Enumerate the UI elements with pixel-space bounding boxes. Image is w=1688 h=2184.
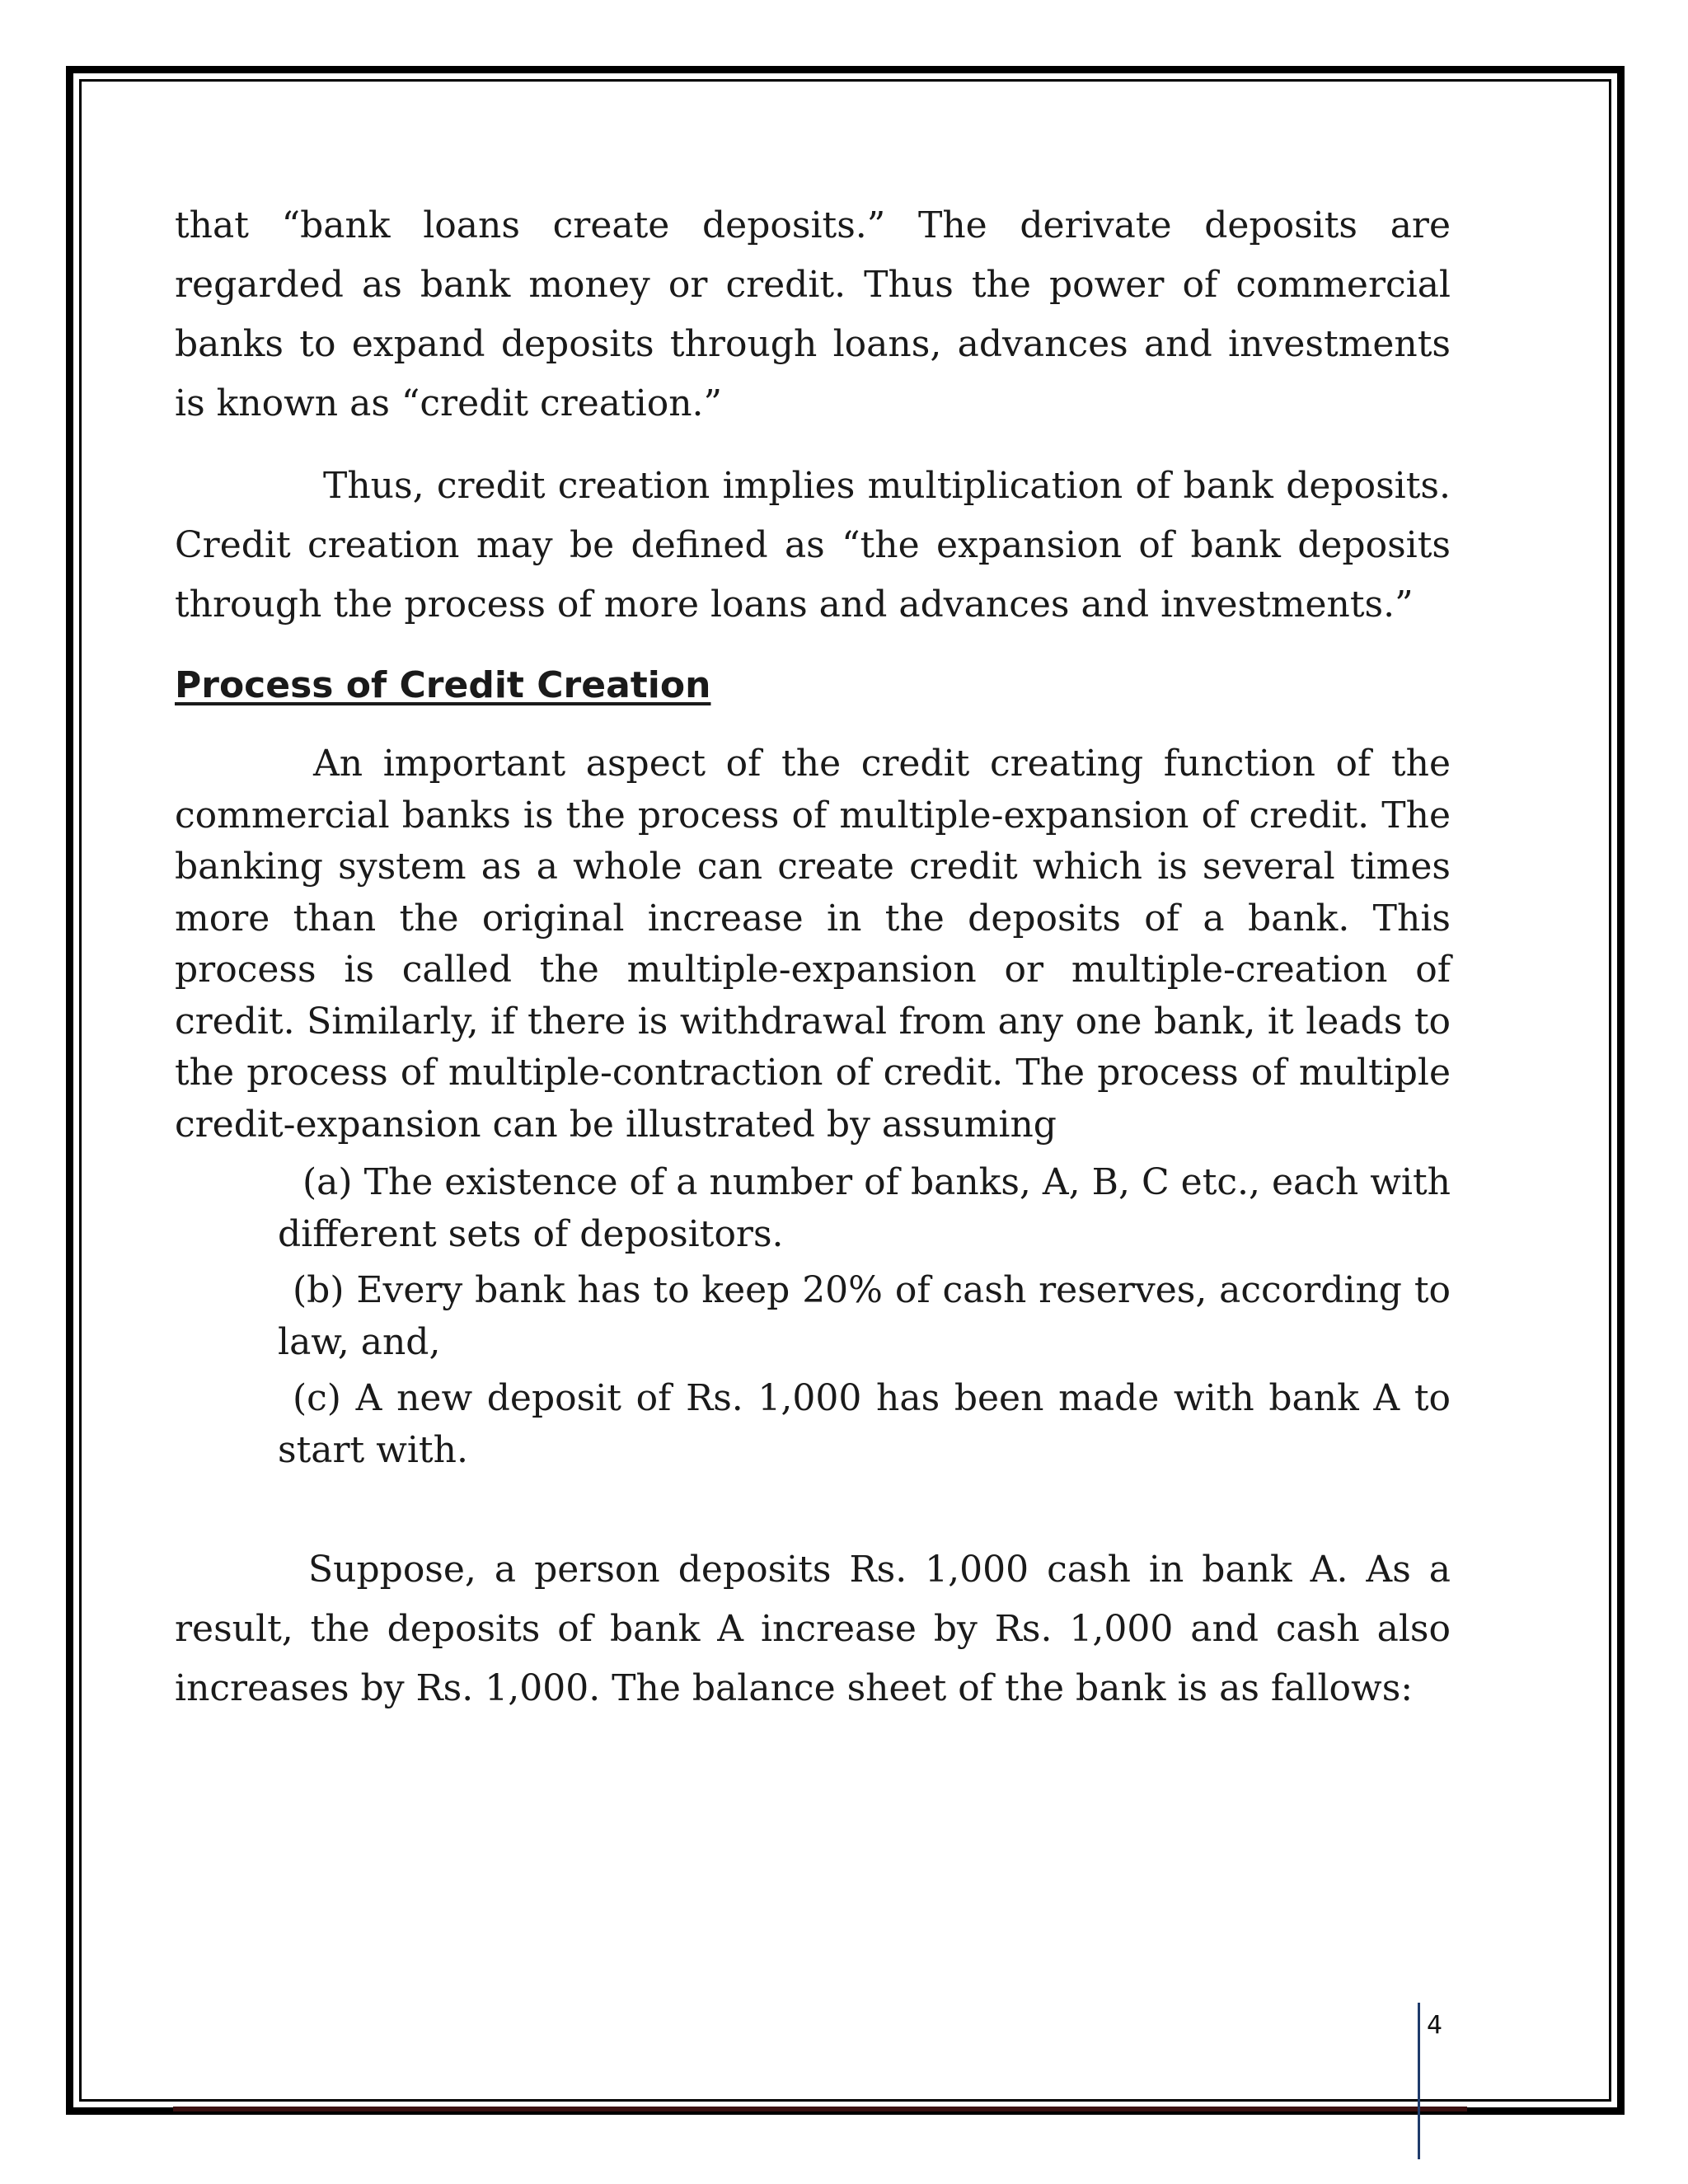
page-marker-line <box>1418 2003 1420 2159</box>
document-body <box>175 196 1451 1718</box>
list-item: (a) The existence of a number of banks, A, B, C etc., each with different sets of depositors. <box>278 1161 1451 1255</box>
paragraph-credit-creation-intro: that “bank loans create deposits.” The derivate deposits are regarded as bank money or credit. Thus the power of commercial banks to expand deposits through loans, advances and investments is known as “credit creation.” <box>175 204 1451 424</box>
list-item: (b) Every bank has to keep 20% of cash reserves, according to law, and, <box>278 1269 1451 1363</box>
assumptions-list <box>278 1157 1451 1476</box>
section-heading: Process of Credit Creation <box>175 664 711 706</box>
paragraph-process-description: An important aspect of the credit creating function of the commercial banks is the process of multiple-expansion of credit. The banking system as a whole can create credit which is several times more than the original increase in the deposits of a bank. This process is called the multiple-expansion or multiple-creation of credit. Similarly, if there is withdrawal from any one bank, it leads to the process of multiple-contraction of credit. The process of multiple credit-expansion can be illustrated by assuming <box>175 743 1451 1146</box>
page-number: 4 <box>1427 2011 1443 2040</box>
list-item: (c) A new deposit of Rs. 1,000 has been made with bank A to start with. <box>278 1377 1451 1471</box>
footer-rule <box>173 2107 1467 2111</box>
paragraph-credit-creation-definition: Thus, credit creation implies multiplication of bank deposits. Credit creation may be defined as “the expansion of bank deposits through the process of more loans and advances and investments.” <box>175 465 1451 626</box>
paragraph-deposit-example: Suppose, a person deposits Rs. 1,000 cash in bank A. As a result, the deposits of bank A increase by Rs. 1,000 and cash also increases by Rs. 1,000. The balance sheet of the bank is as fallows: <box>175 1549 1451 1709</box>
